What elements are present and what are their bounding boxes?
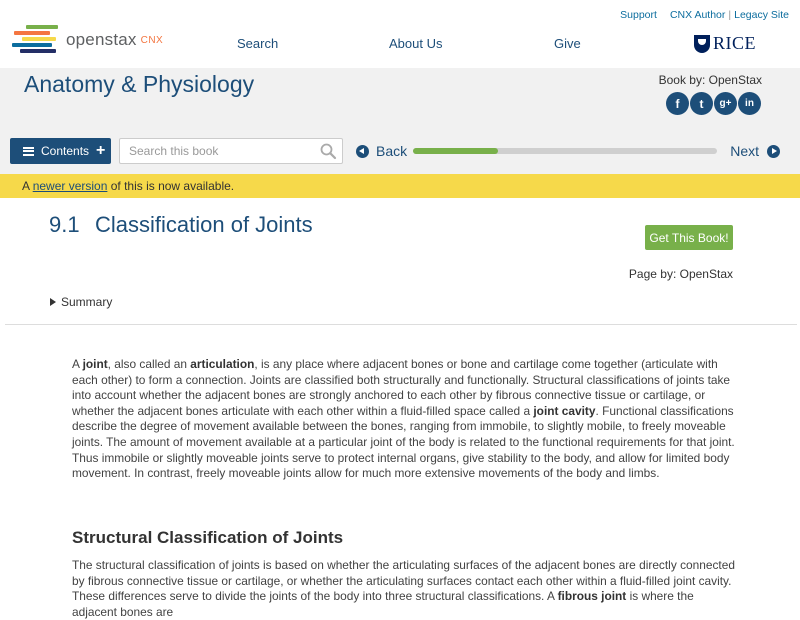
caret-right-icon	[50, 298, 56, 306]
paragraph-structural	[72, 558, 737, 620]
book-author: Book by: OpenStax	[658, 73, 762, 87]
rice-logo-text: RICE	[713, 33, 757, 53]
legacy-site-link[interactable]: Legacy Site	[734, 9, 789, 21]
section-number: 9.1	[49, 212, 80, 237]
nav-give[interactable]: Give	[554, 36, 581, 51]
divider	[5, 324, 797, 325]
contents-label: Contents	[41, 144, 90, 158]
get-this-book-button[interactable]: Get This Book!	[645, 225, 733, 250]
page-author: Page by: OpenStax	[628, 267, 733, 281]
text-run: , also called an	[107, 357, 191, 371]
next-button[interactable]	[730, 143, 780, 159]
rice-logo[interactable]	[694, 33, 756, 54]
search-box	[119, 138, 343, 164]
openstax-logo-icon	[12, 25, 60, 55]
text-run: The structural classification of joints is based on whether the articulating surfaces of the adjacent bones are directly connected by fibrous connective tissue or cartilage, or whether the articulating surfaces contact each other within a fluid-filled joint cavity. These differences serve to divide the joints of the body into three structural classifications. A	[72, 558, 735, 604]
nav-search[interactable]: Search	[237, 36, 279, 51]
logo-cnx-text: CNX	[140, 34, 164, 46]
key-term: fibrous joint	[557, 589, 627, 604]
key-term: joint cavity	[533, 403, 596, 418]
text-run: . Functional classifications describe the degree of movement available between the bones, ranging from immobile, to slightly mobile, to freely moveable joints. The amount of movement available at a particular joint of the body is related to the functional requirements for that joint. Thus immobile or slightly moveable joints serve to protect internal organs, give stability to the body, and allow for limited body movement. In contrast, freely moveable joints allow for much more extensive movements of the body and limbs.	[72, 403, 735, 481]
progress-fill	[413, 148, 498, 154]
google-plus-icon[interactable]: g+	[714, 92, 737, 115]
utility-links	[620, 9, 789, 21]
list-icon	[23, 147, 34, 156]
plus-icon: +	[96, 142, 106, 159]
search-input[interactable]	[120, 139, 310, 163]
book-title[interactable]: Anatomy & Physiology	[24, 71, 255, 97]
site-header	[0, 0, 800, 68]
notice-suffix: of this is now available.	[107, 179, 235, 193]
summary-toggle[interactable]	[50, 295, 112, 309]
chevron-left-icon	[356, 145, 369, 158]
text-run: A	[72, 357, 83, 371]
support-link[interactable]: Support	[620, 9, 657, 21]
text-run: is where the adjacent bones are	[72, 589, 694, 619]
paragraph-intro	[72, 357, 737, 482]
rice-shield-icon	[694, 35, 710, 53]
openstax-logo[interactable]	[12, 25, 163, 55]
logo-text: openstax	[66, 30, 137, 49]
chevron-right-icon	[767, 145, 780, 158]
text-run: , is any place where adjacent bones or bone and cartilage come together (articulate with each other) to form a connection. Joints are classified both structurally and functionally. Structural classifications of joints take into account whether the adjacent bones are strongly anchored to each other by fibrous connective tissue or cartilage, or whether the adjacent bones articulate with each other within a fluid-filled space called a	[72, 357, 731, 418]
page-title: Classification of Joints	[95, 212, 313, 237]
back-button[interactable]	[356, 143, 407, 159]
back-label: Back	[376, 143, 408, 159]
notice-prefix: A	[22, 179, 33, 193]
key-term: articulation	[190, 357, 255, 371]
newer-version-notice	[0, 174, 800, 198]
linkedin-icon[interactable]: in	[738, 92, 761, 115]
section-heading: Structural Classification of Joints	[72, 528, 344, 547]
twitter-icon[interactable]: t	[690, 92, 713, 115]
search-icon[interactable]	[320, 143, 336, 159]
link-separator: |	[728, 9, 732, 21]
book-progress-bar	[413, 148, 717, 154]
nav-about-us[interactable]: About Us	[389, 36, 443, 51]
next-label: Next	[730, 143, 759, 159]
key-term: joint	[82, 357, 108, 371]
newer-version-link[interactable]: newer version	[32, 179, 108, 193]
social-share	[666, 92, 761, 115]
facebook-icon[interactable]: f	[666, 92, 689, 115]
summary-label: Summary	[61, 295, 113, 309]
contents-button[interactable]	[10, 138, 111, 164]
cnx-author-link[interactable]: CNX Author	[669, 9, 726, 21]
